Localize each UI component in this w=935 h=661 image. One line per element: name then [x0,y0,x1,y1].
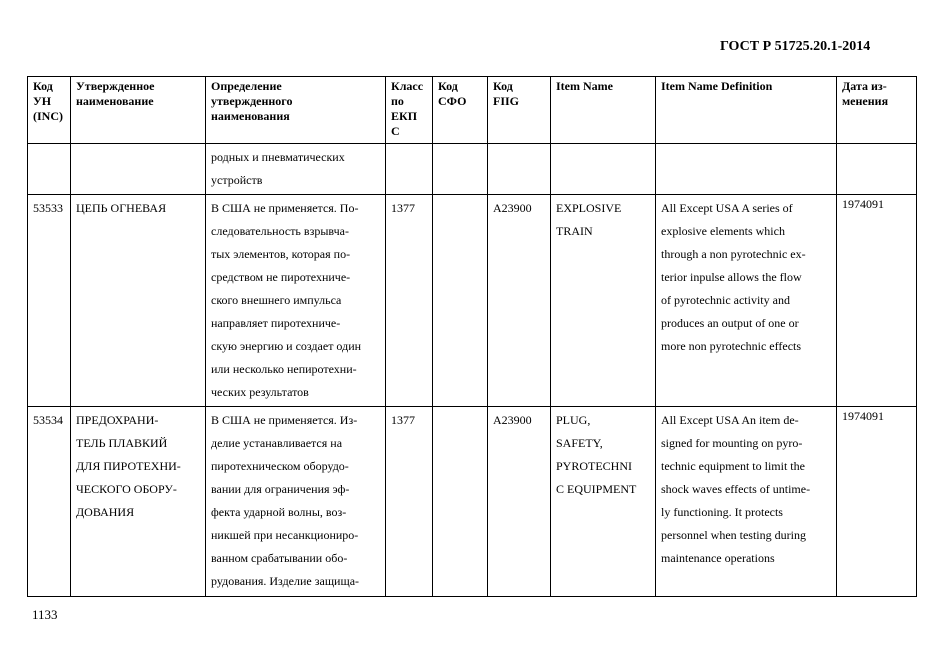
document-code: ГОСТ Р 51725.20.1-2014 [720,39,871,54]
sfo-cell [433,407,488,597]
sfo-cell [433,195,488,407]
date-cell: 1974091 [837,195,917,407]
continuation-row [28,144,917,195]
class-cell: 1377 [386,407,433,597]
col-item-def-header: Item Name Definition [656,77,837,144]
table-row [28,407,917,597]
fiig-cell: A23900 [488,195,551,407]
col-sfo-header: Код СФО [433,77,488,144]
fiig-cell: A23900 [488,407,551,597]
class-cell: 1377 [386,195,433,407]
definition-cell: родных и пневматических устройств [206,144,386,195]
name-cell: ЦЕПЬ ОГНЕВАЯ [71,195,206,407]
page-number: 1133 [32,607,58,622]
definition-cell: В США не применяется. Из- делие устанавливается на пиротехническом оборудо- вании для ограничения эф- фекта ударной волны, воз- никшей при несанкциониро- ванном срабатывании обо- рудования. Изделие защища- [206,407,386,597]
table-header-row [28,77,917,144]
item-def-cell: All Except USA An item de- signed for mounting on pyro- technic equipment to limit the shock waves effects of untime- ly functioning. It protects personnel when testing during maintenance operations [656,407,837,597]
item-def-cell: All Except USA A series of explosive elements which through a non pyrotechnic ex- terior inpulse allows the flow of pyrotechnic activity and produces an output of one or more non pyrotechnic effects [656,195,837,407]
item-name-cell: PLUG, SAFETY, PYROTECHNI C EQUIPMENT [551,407,656,597]
definition-cell: В США не применяется. По- следовательность взрывча- тых элементов, которая по- средством не пиротехниче- ского внешнего импульса направляет пиротехниче- скую энергию и создает один или несколько непиротехни- ческих результатов [206,195,386,407]
col-item-name-header: Item Name [551,77,656,144]
col-class-header: Класс по ЕКП С [386,77,433,144]
nomenclature-table [27,76,917,597]
table-row [28,195,917,407]
col-fiig-header: Код FIIG [488,77,551,144]
col-date-header: Дата из- менения [837,77,917,144]
inc-cell: 53533 [28,195,71,407]
col-name-header: Утвержденное наименование [71,77,206,144]
inc-cell: 53534 [28,407,71,597]
item-name-cell: EXPLOSIVE TRAIN [551,195,656,407]
col-definition-header: Определение утвержденного наименования [206,77,386,144]
name-cell: ПРЕДОХРАНИ- ТЕЛЬ ПЛАВКИЙ ДЛЯ ПИРОТЕХНИ- ЧЕСКОГО ОБОРУ- ДОВАНИЯ [71,407,206,597]
col-inc-header: Код УН (INC) [28,77,71,144]
date-cell: 1974091 [837,407,917,597]
